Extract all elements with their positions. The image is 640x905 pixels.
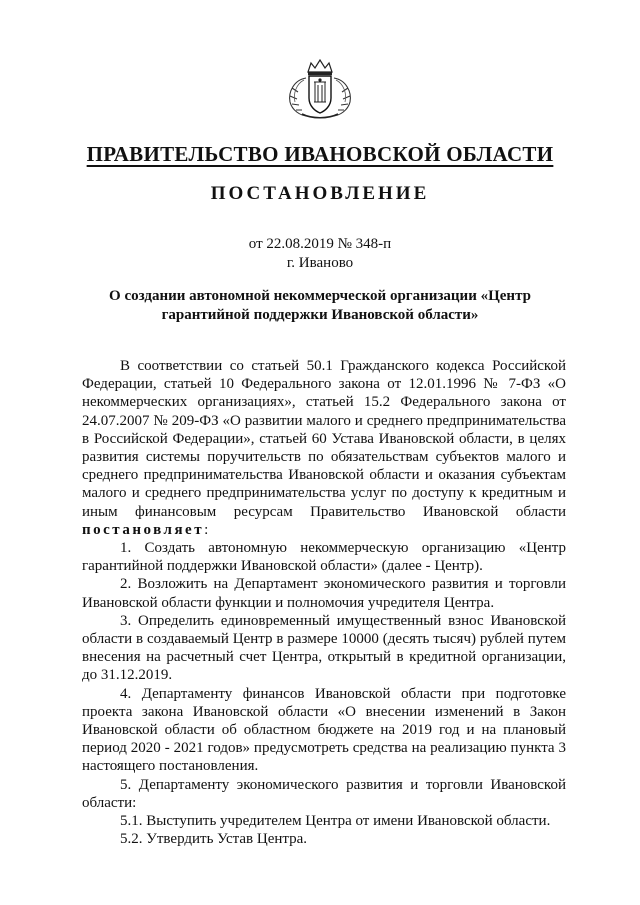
date-and-number: от 22.08.2019 № 348-п: [248, 236, 392, 252]
government-title: [0, 142, 640, 167]
item-2: 2. Возложить на Департамент экономического развития и торговли Ивановской области функции и полномочия учредителя Центра.: [82, 576, 566, 611]
preamble-paragraph: [82, 357, 566, 539]
document-body: [82, 357, 566, 848]
emblem-ribbon: [302, 114, 338, 118]
coat-of-arms-emblem: [284, 58, 356, 120]
preamble-text: В соответствии со статьей 50.1 Гражданского кодекса Российской Федерации, статьей 10 Федерального закона от 12.01.1996 № 7-ФЗ «О некоммерческих организациях», статьей 15.2 Федерального закона от 24.07.2007 № 209-ФЗ «О развитии малого и среднего предпринимательства в Российской Федерации», статьей 60 Устава Ивановской области, в целях развития системы поручительств по обязательствам субъектов малого и среднего предпринимательства Ивановской области и оказания субъектам малого и среднего предпринимательства услуг по доступу к кредитным и иным финансовым ресурсам Правительство Ивановской области: [82, 358, 566, 520]
item-5-1: 5.1. Выступить учредителем Центра от имени Ивановской области.: [120, 813, 551, 830]
emblem-crown: [308, 60, 332, 72]
item-1: 1. Создать автономную некоммерческую организацию «Центр гарантийной поддержки Ивановской области» (далее - Центр).: [82, 540, 566, 575]
city: г. Иваново: [286, 255, 354, 271]
subject-line-2: гарантийной поддержки Ивановской области»: [161, 307, 479, 323]
document-subject: [60, 287, 580, 325]
resolves-word: постановляет: [82, 521, 205, 538]
item-5-2: 5.2. Утвердить Устав Центра.: [120, 831, 308, 848]
government-title-text: ПРАВИТЕЛЬСТВО ИВАНОВСКОЙ ОБЛАСТИ: [86, 142, 554, 166]
subject-line-1: О создании автономной некоммерческой организации «Центр: [109, 288, 531, 304]
item-4: 4. Департаменту финансов Ивановской области при подготовке проекта закона Ивановской области «О внесении изменений в Закон Ивановской области об областном бюджете на 2019 год и на плановый период 2020 - 2021 годов» предусмотреть средства на реализацию пункта 3 настоящего постановления.: [82, 685, 566, 775]
resolves-punct: :: [204, 521, 209, 538]
item-5: 5. Департаменту экономического развития и торговли Ивановской области:: [82, 776, 566, 811]
item-3: 3. Определить единовременный имущественный взнос Ивановской области в создаваемый Центр в размере 10000 (десять тысяч) рублей путем внесения на расчетный счет Центра, открытый в кредитной организации, до 31.12.2019.: [82, 612, 566, 684]
document-type: ПОСТАНОВЛЕНИЕ: [210, 183, 430, 204]
